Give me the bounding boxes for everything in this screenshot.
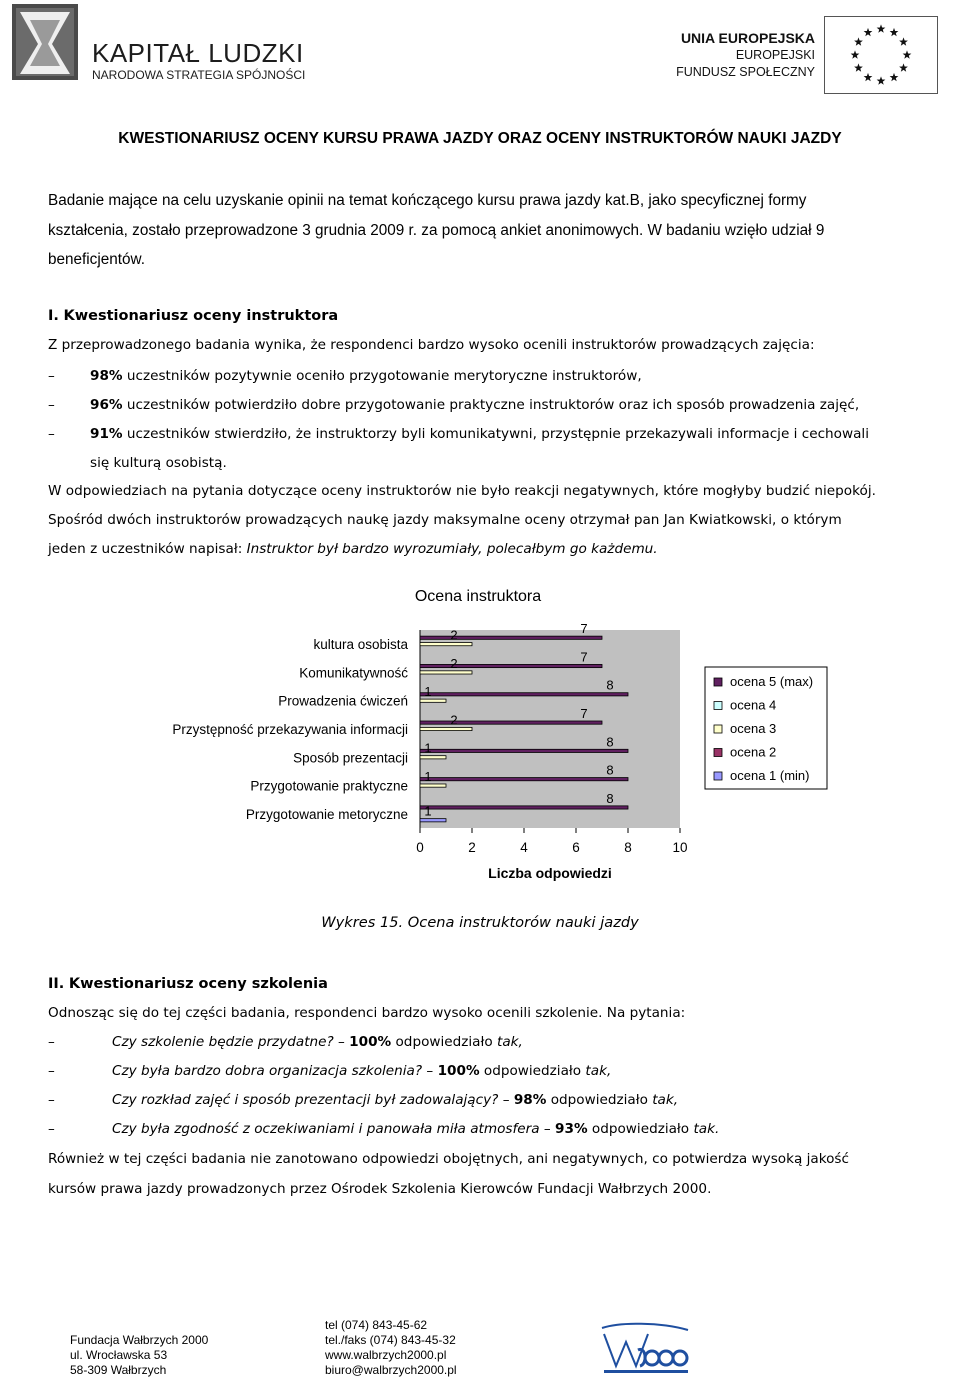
section-1-lead: Z przeprowadzonego badania wynika, że respondenci bardzo wysoko ocenili instruktorów prowadzących zajęcia:: [48, 337, 815, 353]
legend-entry: ocena 1 (min): [730, 768, 810, 783]
footer-telfax: tel./faks (074) 843-45-32: [325, 1333, 456, 1347]
bar-ocena-5-max-: [420, 693, 628, 696]
section-1-heading: [48, 302, 910, 331]
list-item: [48, 1115, 910, 1144]
category-label: Przygotowanie praktyczne: [250, 778, 408, 794]
list-separator: –: [498, 1092, 514, 1108]
footer-tel: tel (074) 843-45-62: [325, 1318, 428, 1332]
data-label: 8: [606, 790, 614, 806]
list-dash: –: [48, 426, 55, 442]
kapital-ludzki-title: KAPITAŁ LUDZKI: [92, 38, 304, 68]
list-percent: 98%: [513, 1092, 547, 1108]
bar-ocena-5-max-: [420, 778, 628, 781]
data-label: 2: [450, 627, 458, 643]
section-2-lead: Odnosząc się do tej części badania, respondenci bardzo wysoko ocenili szkolenie. Na pytania:: [48, 1005, 686, 1021]
eu-star-icon: [851, 50, 860, 58]
list-text: odpowiedziało: [479, 1063, 586, 1079]
answer: tak,: [497, 1034, 523, 1050]
category-label: kultura osobista: [313, 637, 408, 653]
list-item: [48, 420, 910, 478]
question: Czy szkolenie będzie przydatne?: [112, 1034, 334, 1050]
kapital-ludzki-logo: [12, 4, 312, 82]
list-text: odpowiedziało: [546, 1092, 653, 1108]
answer: tak,: [585, 1063, 612, 1079]
list-percent: 100%: [349, 1034, 392, 1050]
list-item: [48, 362, 910, 391]
list-text: uczestników potwierdziło dobre przygotowanie praktyczne instruktorów oraz ich sposób prowadzenia zajęć,: [122, 397, 860, 413]
list-dash: –: [48, 1121, 55, 1137]
eu-star-icon: [854, 37, 863, 45]
category-label: Przystępność przekazywania informacji: [172, 722, 408, 737]
list-item: [48, 1028, 910, 1057]
closing-line-2: kursów prawa jazdy prowadzonych przez Ośrodek Szkolenia Kierowców Fundacji Wałbrzych 2000.: [48, 1181, 712, 1197]
bar-ocena-5-max-: [420, 721, 602, 724]
footer-city: 58-309 Wałbrzych: [70, 1363, 167, 1377]
chart-caption: Wykres 15. Ocena instruktorów nauki jazdy: [321, 914, 639, 931]
data-label: 1: [424, 768, 432, 784]
answer: tak.: [693, 1121, 720, 1137]
footer-address: [70, 1333, 208, 1378]
eu-star-icon: [903, 50, 912, 58]
category-label: Komunikatywność: [299, 665, 408, 681]
footer-org-name: Fundacja Wałbrzych 2000: [70, 1333, 209, 1347]
section-1-paragraph-2-line-1: Spośród dwóch instruktorów prowadzących naukę jazdy maksymalne oceny otrzymał pan Jan Kwiatkowski, o którym: [48, 512, 842, 528]
list-separator: –: [333, 1034, 350, 1050]
list-percent: 91%: [90, 426, 123, 442]
intro-line-2: kształcenia, zostało przeprowadzone 3 grudnia 2009 r. za pomocą ankiet anonimowych. W badaniu wzięło udział 9: [48, 222, 825, 239]
section-1-paragraph-2-line-2: [48, 535, 910, 564]
section-2-number: II.: [48, 976, 65, 992]
question: Czy była zgodność z oczekiwaniami i panowała miła atmosfera: [112, 1121, 540, 1137]
x-axis-label: Liczba odpowiedzi: [488, 865, 612, 881]
legend-swatch: [714, 772, 722, 780]
list-text: uczestników pozytywnie oceniło przygotowanie merytoryczne instruktorów,: [122, 368, 642, 384]
eu-flag-icon: [824, 16, 938, 94]
footer-contact: [325, 1318, 457, 1378]
intro-line-1: Badanie mające na celu uzyskanie opinii na temat kończącego kursu prawa jazdy kat.B, jako specyficznej formy: [48, 192, 807, 209]
eu-star-icon: [854, 63, 863, 71]
data-label: 7: [580, 706, 588, 721]
instructor-rating-chart: [140, 620, 840, 890]
footer-street: ul. Wrocławska 53: [70, 1348, 168, 1362]
eu-line-1: UNIA EUROPEJSKA: [680, 30, 815, 46]
x-tick-label: 2: [468, 840, 476, 855]
data-label: 1: [424, 684, 432, 700]
category-label: Sposób prezentacji: [293, 750, 408, 766]
data-label: 1: [424, 803, 432, 819]
x-tick-label: 6: [572, 840, 580, 855]
data-label: 2: [450, 712, 458, 728]
list-text: uczestników stwierdziło, że instruktorzy byli komunikatywni, przystępnie przekazywali informacje i cechowali: [122, 426, 869, 442]
section-2-heading: [48, 970, 910, 999]
answer: tak,: [652, 1092, 679, 1108]
list-dash: –: [48, 368, 55, 384]
legend-swatch: [714, 678, 722, 686]
legend-swatch: [714, 702, 722, 710]
data-label: 8: [606, 677, 614, 693]
section-1-paragraph-1: W odpowiedziach na pytania dotyczące oceny instruktorów nie było reakcji negatywnych, które mogłyby budzić niepokój.: [48, 483, 876, 499]
eu-line-3: FUNDUSZ SPOŁECZNY: [676, 65, 815, 79]
bar-ocena-5-max-: [420, 806, 628, 809]
legend-entry: ocena 3: [730, 721, 777, 736]
eu-star-icon: [899, 37, 908, 45]
x-tick-label: 10: [672, 840, 688, 855]
list-dash: –: [48, 1063, 55, 1079]
bar-ocena-3: [420, 784, 446, 787]
list-dash: –: [48, 397, 55, 413]
list-text: odpowiedziało: [391, 1034, 498, 1050]
data-label: 7: [580, 621, 588, 637]
list-separator: –: [422, 1063, 438, 1079]
list-percent: 96%: [90, 397, 123, 413]
kapital-ludzki-subtitle: NARODOWA STRATEGIA SPÓJNOŚCI: [92, 68, 306, 82]
section-1-number: I.: [48, 308, 59, 324]
legend-entry: ocena 5 (max): [730, 674, 814, 689]
legend-entry: ocena 2: [730, 744, 777, 760]
data-label: 8: [606, 734, 614, 750]
category-label: Przygotowanie metoryczne: [245, 806, 408, 822]
closing-line-1: Również w tej części badania nie zanotowano odpowiedzi obojętnych, ani negatywnych, co potwierdza wysoką jakość: [48, 1151, 849, 1167]
x-tick-label: 0: [416, 840, 424, 855]
eu-star-icon: [890, 28, 899, 36]
kapital-ludzki-emblem-icon: [12, 4, 78, 80]
legend-swatch: [714, 725, 722, 733]
eu-star-icon: [864, 28, 873, 36]
data-label: 2: [450, 655, 458, 671]
bar-ocena-5-max-: [420, 749, 628, 752]
bar-ocena-3: [420, 643, 472, 646]
question: Czy rozkład zajęć i sposób prezentacji był zadowalający?: [112, 1092, 499, 1108]
category-label: Prowadzenia ćwiczeń: [278, 693, 408, 709]
list-percent: 93%: [555, 1121, 588, 1137]
eu-star-icon: [899, 63, 908, 71]
eu-line-2: EUROPEJSKI: [735, 48, 815, 62]
x-tick-label: 4: [520, 840, 528, 855]
list-percent: 100%: [437, 1063, 480, 1079]
bar-ocena-5-max-: [420, 664, 602, 667]
section-1-title: Kwestionariusz oceny instruktora: [63, 308, 339, 324]
legend-swatch: [714, 749, 722, 757]
list-text: odpowiedziało: [587, 1121, 694, 1137]
list-separator: –: [539, 1121, 556, 1137]
document-title: KWESTIONARIUSZ OCENY KURSU PRAWA JAZDY ORAZ OCENY INSTRUKTORÓW NAUKI JAZDY: [118, 130, 842, 147]
eu-star-icon: [877, 76, 886, 84]
chart-legend: [705, 667, 827, 789]
data-label: 7: [580, 649, 588, 665]
participant-quote: Instruktor był bardzo wyrozumiały, polecałbym go każdemu.: [246, 541, 658, 557]
data-label: 1: [424, 740, 432, 756]
bar-ocena-3: [420, 756, 446, 759]
bar-ocena-1-min-: [420, 819, 446, 822]
list-dash: –: [48, 1092, 55, 1108]
question: Czy była bardzo dobra organizacja szkolenia?: [112, 1063, 423, 1079]
walbrzych2000-logo-icon: [600, 1320, 692, 1378]
list-item: [48, 391, 910, 420]
bar-ocena-5-max-: [420, 636, 602, 639]
bar-ocena-3: [420, 727, 472, 730]
chart-title: Ocena instruktora: [414, 588, 542, 605]
footer-email-link[interactable]: biuro@walbrzych2000.pl: [325, 1363, 457, 1377]
eu-star-icon: [864, 73, 873, 81]
section-2-title: Kwestionariusz oceny szkolenia: [68, 976, 328, 992]
list-dash: –: [48, 1034, 55, 1050]
eu-star-icon: [890, 73, 899, 81]
legend-entry: ocena 4: [730, 697, 777, 713]
x-tick-label: 8: [624, 840, 632, 855]
list-item: [48, 1057, 910, 1086]
bar-ocena-3: [420, 671, 472, 674]
list-percent: 98%: [90, 368, 123, 384]
intro-line-3: beneficjentów.: [48, 251, 145, 268]
bar-ocena-3: [420, 699, 446, 702]
footer-www-link[interactable]: www.walbrzych2000.pl: [325, 1348, 447, 1362]
list-text-continued: się kulturą osobistą.: [90, 455, 227, 471]
eu-logo: [660, 14, 950, 94]
data-label: 8: [606, 762, 614, 778]
list-item: [48, 1086, 910, 1115]
quote-intro: jeden z uczestników napisał:: [48, 541, 247, 557]
eu-star-icon: [877, 24, 886, 32]
